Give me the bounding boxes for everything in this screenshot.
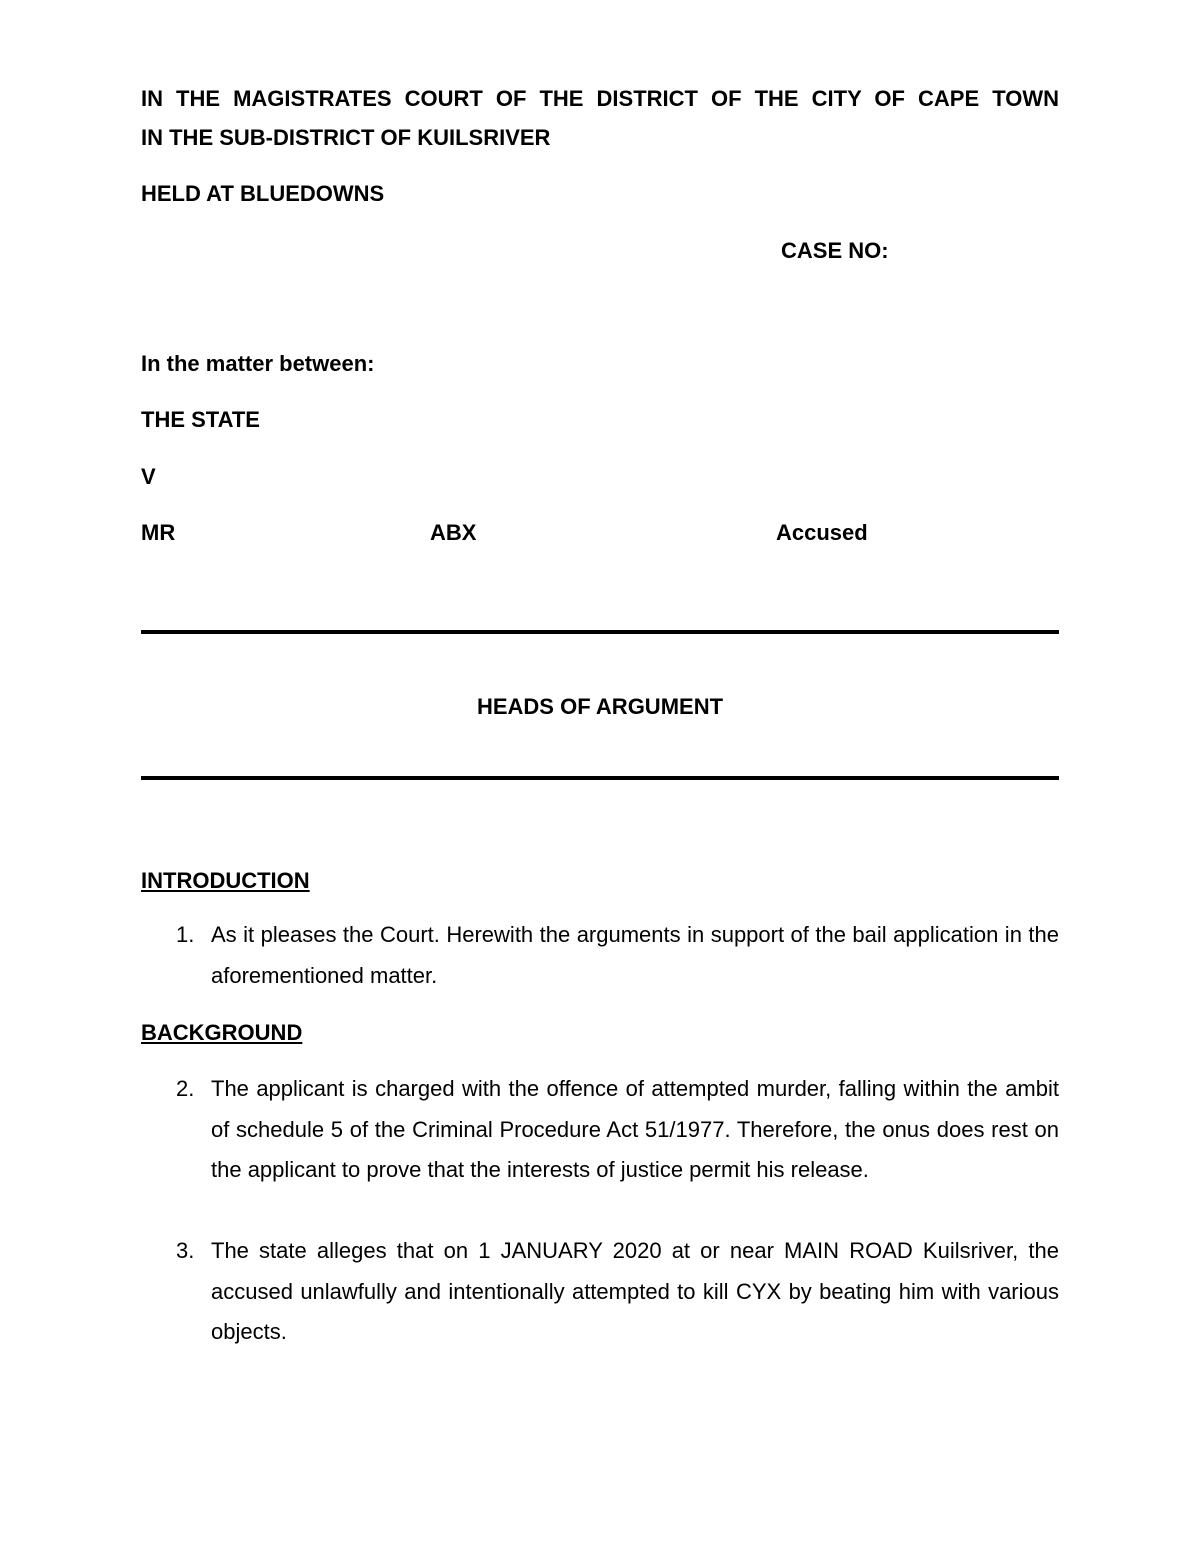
paragraph-2: [176, 1069, 1059, 1191]
party-state: THE STATE: [141, 407, 260, 432]
paragraph-text: The state alleges that on 1 JANUARY 2020 at or near MAIN ROAD Kuilsriver, the accused unlawfully and intentionally attempted to kill CYX by beating him with various objects.: [211, 1238, 1059, 1344]
matter-intro: In the matter between:: [141, 351, 375, 376]
paragraph-text: The applicant is charged with the offence of attempted murder, falling within the ambit of schedule 5 of the Criminal Procedure Act 51/1977. Therefore, the onus does rest on the applicant to prove that the interests of justice permit his release.: [211, 1076, 1059, 1182]
document-title: HEADS OF ARGUMENT: [476, 694, 724, 719]
case-number-label: CASE NO:: [781, 238, 889, 263]
background-heading: BACKGROUND: [141, 1020, 303, 1045]
accused-title: MR: [141, 520, 176, 545]
paragraph-number: 3.: [176, 1238, 195, 1263]
paragraph-text: As it pleases the Court. Herewith the arguments in support of the bail application in the aforementioned matter.: [211, 922, 1059, 988]
held-at: HELD AT BLUEDOWNS: [141, 181, 385, 206]
paragraph-number: 2.: [176, 1076, 195, 1101]
introduction-heading: INTRODUCTION: [141, 868, 310, 893]
accused-role: Accused: [776, 520, 868, 545]
court-heading-line-2: IN THE SUB-DISTRICT OF KUILSRIVER: [141, 125, 551, 150]
paragraph-number: 1.: [176, 922, 195, 947]
court-heading-line-1: IN THE MAGISTRATES COURT OF THE DISTRICT OF THE CITY OF CAPE TOWN: [141, 86, 1059, 111]
paragraph-1: [176, 915, 1059, 996]
bottom-divider: [141, 776, 1059, 780]
paragraph-3: [176, 1231, 1059, 1353]
accused-name: ABX: [430, 520, 477, 545]
versus-label: V: [141, 464, 156, 489]
top-divider: [141, 630, 1059, 634]
